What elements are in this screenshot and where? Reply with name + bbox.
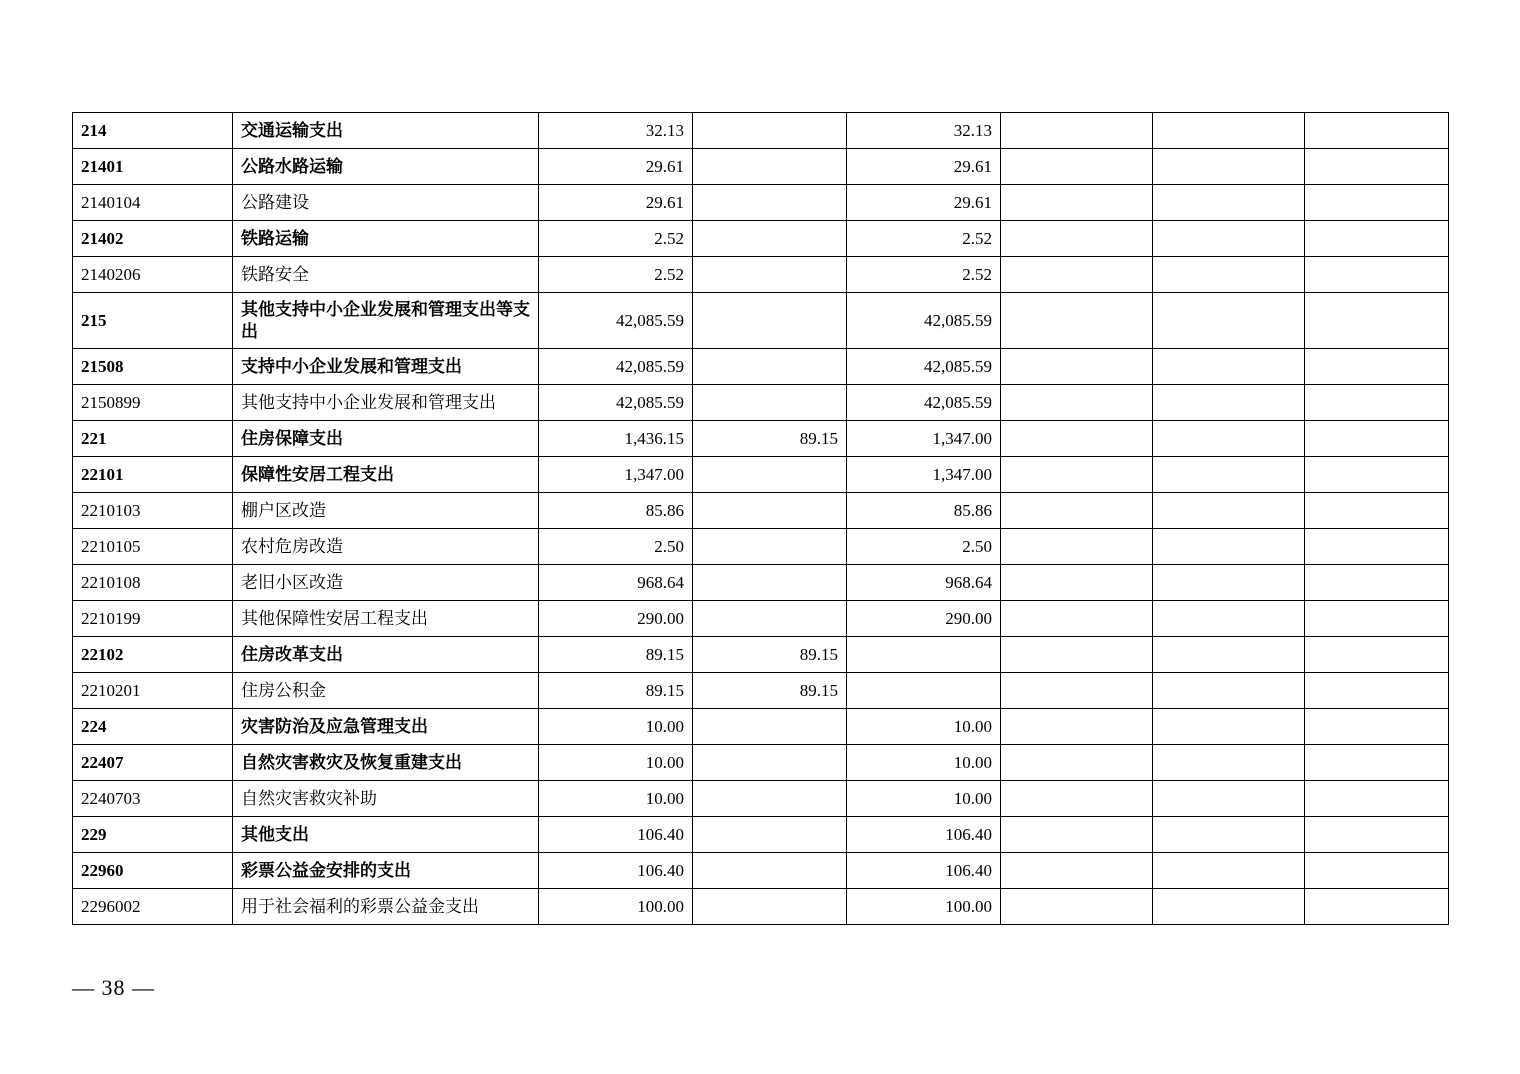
table-row	[73, 149, 1449, 185]
cell-name: 用于社会福利的彩票公益金支出	[233, 889, 539, 925]
cell-name: 公路建设	[233, 185, 539, 221]
cell-basic	[693, 349, 847, 385]
cell-name: 其他支持中小企业发展和管理支出等支出	[233, 293, 539, 349]
cell-total: 10.00	[539, 745, 693, 781]
cell-project	[847, 637, 1001, 673]
cell-total: 968.64	[539, 565, 693, 601]
cell-code: 21401	[73, 149, 233, 185]
cell-extra3	[1305, 853, 1449, 889]
table-row	[73, 221, 1449, 257]
cell-code: 2140206	[73, 257, 233, 293]
cell-extra3	[1305, 221, 1449, 257]
cell-code: 229	[73, 817, 233, 853]
cell-basic: 89.15	[693, 637, 847, 673]
cell-project: 42,085.59	[847, 385, 1001, 421]
cell-code: 224	[73, 709, 233, 745]
table-row	[73, 673, 1449, 709]
cell-extra3	[1305, 889, 1449, 925]
cell-project	[847, 673, 1001, 709]
cell-basic	[693, 221, 847, 257]
cell-name: 自然灾害救灾及恢复重建支出	[233, 745, 539, 781]
cell-basic	[693, 565, 847, 601]
cell-total: 32.13	[539, 113, 693, 149]
cell-total: 2.52	[539, 221, 693, 257]
cell-extra2	[1153, 853, 1305, 889]
cell-extra2	[1153, 221, 1305, 257]
cell-extra2	[1153, 637, 1305, 673]
table-row	[73, 709, 1449, 745]
cell-extra3	[1305, 257, 1449, 293]
table-row	[73, 529, 1449, 565]
cell-name: 彩票公益金安排的支出	[233, 853, 539, 889]
cell-code: 215	[73, 293, 233, 349]
cell-total: 2.52	[539, 257, 693, 293]
cell-total: 42,085.59	[539, 293, 693, 349]
cell-name: 公路水路运输	[233, 149, 539, 185]
cell-project: 106.40	[847, 817, 1001, 853]
cell-total: 42,085.59	[539, 385, 693, 421]
cell-extra1	[1001, 457, 1153, 493]
cell-extra1	[1001, 709, 1153, 745]
cell-project: 2.52	[847, 257, 1001, 293]
cell-project: 29.61	[847, 149, 1001, 185]
cell-project: 2.52	[847, 221, 1001, 257]
cell-extra3	[1305, 709, 1449, 745]
cell-extra1	[1001, 601, 1153, 637]
cell-extra2	[1153, 889, 1305, 925]
table-row	[73, 349, 1449, 385]
cell-extra1	[1001, 421, 1153, 457]
cell-code: 2296002	[73, 889, 233, 925]
cell-code: 221	[73, 421, 233, 457]
cell-code: 214	[73, 113, 233, 149]
cell-extra1	[1001, 637, 1153, 673]
cell-extra3	[1305, 457, 1449, 493]
cell-extra3	[1305, 385, 1449, 421]
cell-extra1	[1001, 149, 1153, 185]
cell-extra2	[1153, 745, 1305, 781]
cell-extra3	[1305, 673, 1449, 709]
table-row	[73, 293, 1449, 349]
cell-extra1	[1001, 221, 1153, 257]
cell-project: 106.40	[847, 853, 1001, 889]
cell-total: 2.50	[539, 529, 693, 565]
cell-total: 106.40	[539, 817, 693, 853]
cell-total: 29.61	[539, 185, 693, 221]
cell-total: 10.00	[539, 709, 693, 745]
cell-total: 10.00	[539, 781, 693, 817]
cell-total: 89.15	[539, 673, 693, 709]
cell-extra3	[1305, 185, 1449, 221]
cell-extra2	[1153, 385, 1305, 421]
cell-name: 其他支出	[233, 817, 539, 853]
cell-extra3	[1305, 745, 1449, 781]
cell-basic	[693, 817, 847, 853]
cell-total: 1,436.15	[539, 421, 693, 457]
cell-name: 住房改革支出	[233, 637, 539, 673]
cell-code: 2210108	[73, 565, 233, 601]
cell-total: 89.15	[539, 637, 693, 673]
cell-code: 2210103	[73, 493, 233, 529]
cell-extra1	[1001, 889, 1153, 925]
cell-extra1	[1001, 113, 1153, 149]
cell-extra1	[1001, 565, 1153, 601]
cell-name: 其他保障性安居工程支出	[233, 601, 539, 637]
cell-extra1	[1001, 817, 1153, 853]
cell-total: 42,085.59	[539, 349, 693, 385]
cell-extra3	[1305, 293, 1449, 349]
cell-basic	[693, 113, 847, 149]
cell-extra1	[1001, 349, 1153, 385]
cell-project: 290.00	[847, 601, 1001, 637]
table-row	[73, 457, 1449, 493]
cell-basic	[693, 889, 847, 925]
cell-code: 2210201	[73, 673, 233, 709]
cell-basic	[693, 745, 847, 781]
cell-name: 农村危房改造	[233, 529, 539, 565]
cell-basic	[693, 293, 847, 349]
cell-extra3	[1305, 349, 1449, 385]
cell-project: 32.13	[847, 113, 1001, 149]
budget-expenditure-table	[72, 112, 1449, 925]
cell-extra3	[1305, 149, 1449, 185]
cell-extra2	[1153, 421, 1305, 457]
cell-code: 2150899	[73, 385, 233, 421]
cell-extra1	[1001, 385, 1153, 421]
table-row	[73, 853, 1449, 889]
cell-name: 铁路运输	[233, 221, 539, 257]
cell-extra3	[1305, 637, 1449, 673]
page-number: — 38 —	[72, 975, 155, 1000]
cell-code: 2140104	[73, 185, 233, 221]
cell-total: 100.00	[539, 889, 693, 925]
table-row	[73, 745, 1449, 781]
cell-basic: 89.15	[693, 673, 847, 709]
cell-extra2	[1153, 113, 1305, 149]
cell-basic	[693, 529, 847, 565]
cell-extra3	[1305, 601, 1449, 637]
cell-project: 2.50	[847, 529, 1001, 565]
cell-total: 106.40	[539, 853, 693, 889]
cell-code: 22960	[73, 853, 233, 889]
cell-extra3	[1305, 781, 1449, 817]
cell-project: 968.64	[847, 565, 1001, 601]
table-body	[73, 113, 1449, 925]
cell-extra2	[1153, 565, 1305, 601]
cell-extra3	[1305, 493, 1449, 529]
cell-basic	[693, 709, 847, 745]
table-row	[73, 421, 1449, 457]
cell-code: 22407	[73, 745, 233, 781]
cell-project: 10.00	[847, 781, 1001, 817]
cell-project: 85.86	[847, 493, 1001, 529]
cell-extra1	[1001, 185, 1153, 221]
cell-extra2	[1153, 493, 1305, 529]
cell-project: 10.00	[847, 745, 1001, 781]
cell-extra2	[1153, 185, 1305, 221]
table-row	[73, 781, 1449, 817]
cell-basic	[693, 457, 847, 493]
table-row	[73, 385, 1449, 421]
cell-extra2	[1153, 457, 1305, 493]
cell-extra2	[1153, 601, 1305, 637]
cell-extra1	[1001, 673, 1153, 709]
table-row	[73, 257, 1449, 293]
cell-extra3	[1305, 421, 1449, 457]
cell-code: 2210199	[73, 601, 233, 637]
cell-extra2	[1153, 817, 1305, 853]
cell-project: 42,085.59	[847, 349, 1001, 385]
cell-basic	[693, 853, 847, 889]
cell-project: 42,085.59	[847, 293, 1001, 349]
table-row	[73, 601, 1449, 637]
cell-total: 1,347.00	[539, 457, 693, 493]
cell-extra1	[1001, 493, 1153, 529]
cell-project: 10.00	[847, 709, 1001, 745]
table-row	[73, 817, 1449, 853]
cell-extra2	[1153, 529, 1305, 565]
cell-project: 1,347.00	[847, 421, 1001, 457]
cell-basic: 89.15	[693, 421, 847, 457]
table-row	[73, 637, 1449, 673]
cell-basic	[693, 493, 847, 529]
table-row	[73, 493, 1449, 529]
cell-basic	[693, 781, 847, 817]
cell-basic	[693, 601, 847, 637]
cell-total: 290.00	[539, 601, 693, 637]
cell-extra3	[1305, 529, 1449, 565]
cell-total: 85.86	[539, 493, 693, 529]
cell-code: 2210105	[73, 529, 233, 565]
cell-name: 支持中小企业发展和管理支出	[233, 349, 539, 385]
cell-name: 自然灾害救灾补助	[233, 781, 539, 817]
cell-name: 灾害防治及应急管理支出	[233, 709, 539, 745]
cell-extra1	[1001, 293, 1153, 349]
cell-name: 铁路安全	[233, 257, 539, 293]
cell-name: 交通运输支出	[233, 113, 539, 149]
cell-extra1	[1001, 745, 1153, 781]
cell-basic	[693, 185, 847, 221]
cell-extra3	[1305, 565, 1449, 601]
cell-extra1	[1001, 257, 1153, 293]
cell-basic	[693, 149, 847, 185]
cell-extra2	[1153, 781, 1305, 817]
cell-code: 21402	[73, 221, 233, 257]
cell-extra1	[1001, 781, 1153, 817]
table-row	[73, 185, 1449, 221]
cell-name: 老旧小区改造	[233, 565, 539, 601]
table-row	[73, 565, 1449, 601]
cell-name: 保障性安居工程支出	[233, 457, 539, 493]
cell-extra2	[1153, 673, 1305, 709]
cell-project: 1,347.00	[847, 457, 1001, 493]
cell-basic	[693, 257, 847, 293]
cell-code: 21508	[73, 349, 233, 385]
cell-name: 住房公积金	[233, 673, 539, 709]
cell-extra1	[1001, 853, 1153, 889]
cell-extra1	[1001, 529, 1153, 565]
cell-project: 100.00	[847, 889, 1001, 925]
cell-total: 29.61	[539, 149, 693, 185]
cell-extra2	[1153, 257, 1305, 293]
cell-name: 棚户区改造	[233, 493, 539, 529]
cell-extra3	[1305, 817, 1449, 853]
table-row	[73, 113, 1449, 149]
cell-extra2	[1153, 293, 1305, 349]
cell-basic	[693, 385, 847, 421]
cell-project: 29.61	[847, 185, 1001, 221]
cell-code: 22102	[73, 637, 233, 673]
cell-extra2	[1153, 149, 1305, 185]
cell-code: 2240703	[73, 781, 233, 817]
cell-name: 住房保障支出	[233, 421, 539, 457]
cell-extra3	[1305, 113, 1449, 149]
table-row	[73, 889, 1449, 925]
cell-extra2	[1153, 709, 1305, 745]
cell-name: 其他支持中小企业发展和管理支出	[233, 385, 539, 421]
cell-code: 22101	[73, 457, 233, 493]
cell-extra2	[1153, 349, 1305, 385]
